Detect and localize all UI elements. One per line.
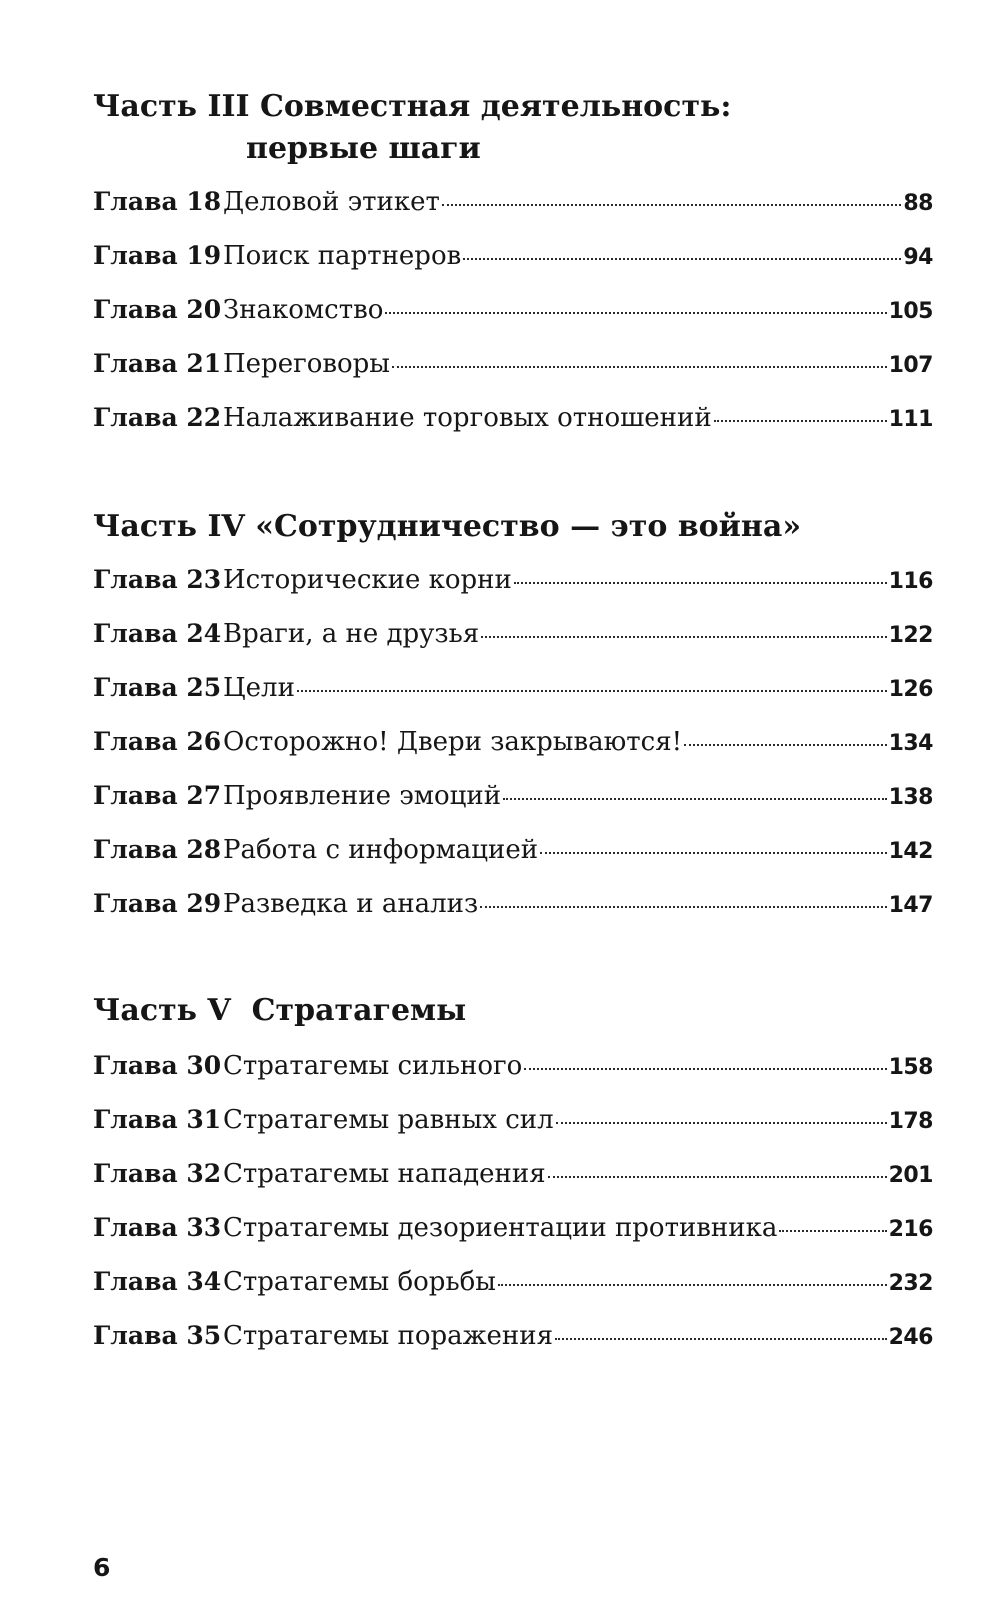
chapter-title: Исторические корни <box>223 565 512 595</box>
chapter-title: Стратагемы дезориентации противника <box>223 1213 778 1243</box>
chapter-number: Глава 23 <box>93 565 222 594</box>
page-ref: 126 <box>888 677 933 702</box>
toc-entry[interactable] <box>93 182 933 222</box>
toc-entry[interactable] <box>93 1316 933 1356</box>
page-ref: 107 <box>888 353 933 378</box>
toc-entry[interactable] <box>93 614 933 654</box>
chapter-number: Глава 25 <box>93 673 222 702</box>
dot-leader <box>714 420 887 422</box>
toc-entry[interactable] <box>93 668 933 708</box>
page-ref: 138 <box>888 785 933 810</box>
part-title: Совместная деятельность: <box>260 89 732 124</box>
toc-entry[interactable] <box>93 1262 933 1302</box>
chapter-title: Поиск партнеров <box>223 241 462 271</box>
toc-entry[interactable] <box>93 722 933 762</box>
dot-leader <box>540 852 886 854</box>
dot-leader <box>556 1122 887 1124</box>
page-ref: 178 <box>888 1109 933 1134</box>
dot-leader <box>524 1068 886 1070</box>
toc-entry[interactable] <box>93 560 933 600</box>
chapter-number: Глава 27 <box>93 781 222 810</box>
toc-entry[interactable] <box>93 1100 933 1140</box>
page-ref: 201 <box>888 1163 933 1188</box>
chapter-number: Глава 22 <box>93 403 222 432</box>
toc-entry[interactable] <box>93 1154 933 1194</box>
dot-leader <box>555 1338 887 1340</box>
dot-leader <box>392 366 887 368</box>
page-ref: 111 <box>888 407 933 432</box>
chapter-number: Глава 26 <box>93 727 222 756</box>
toc-entry[interactable] <box>93 776 933 816</box>
chapter-number: Глава 29 <box>93 889 222 918</box>
chapter-title: Налаживание торговых отношений <box>223 403 712 433</box>
page-ref: 158 <box>888 1055 933 1080</box>
part-title-line2: первые шаги <box>246 131 481 166</box>
part-label: Часть V <box>93 993 231 1028</box>
part-label: Часть IV <box>93 509 245 544</box>
dot-leader <box>514 582 887 584</box>
chapter-number: Глава 28 <box>93 835 222 864</box>
chapter-title: Стратагемы сильного <box>223 1051 523 1081</box>
chapter-number: Глава 20 <box>93 295 222 324</box>
chapter-number: Глава 24 <box>93 619 222 648</box>
chapter-number: Глава 33 <box>93 1213 222 1242</box>
toc-entry[interactable] <box>93 1208 933 1248</box>
page-ref: 88 <box>903 191 933 216</box>
dot-leader <box>503 798 887 800</box>
page-ref: 147 <box>888 893 933 918</box>
page-ref: 116 <box>888 569 933 594</box>
page-ref: 94 <box>903 245 933 270</box>
chapter-title: Переговоры <box>223 349 390 379</box>
page-ref: 134 <box>888 731 933 756</box>
dot-leader <box>385 312 886 314</box>
page-ref: 232 <box>888 1271 933 1296</box>
part-label: Часть III <box>93 89 250 124</box>
dot-leader <box>498 1284 887 1286</box>
chapter-title: Знакомство <box>223 295 384 325</box>
page-ref: 142 <box>888 839 933 864</box>
toc-entry[interactable] <box>93 344 933 384</box>
part-title: Стратагемы <box>251 993 467 1028</box>
toc-entry[interactable] <box>93 830 933 870</box>
part-title: «Сотрудничество — это война» <box>255 509 802 544</box>
chapter-title: Стратагемы нападения <box>223 1159 546 1189</box>
chapter-title: Враги, а не друзья <box>223 619 480 649</box>
toc-entry[interactable] <box>93 398 933 438</box>
chapter-number: Глава 21 <box>93 349 222 378</box>
part-heading <box>93 86 933 170</box>
dot-leader <box>480 906 886 908</box>
chapter-title: Стратагемы поражения <box>223 1321 553 1351</box>
chapter-title: Деловой этикет <box>223 187 440 217</box>
page-ref: 246 <box>888 1325 933 1350</box>
dot-leader <box>481 636 886 638</box>
page-ref: 122 <box>888 623 933 648</box>
chapter-title: Стратагемы равных сил <box>223 1105 554 1135</box>
page-ref: 105 <box>888 299 933 324</box>
chapter-number: Глава 19 <box>93 241 222 270</box>
chapter-number: Глава 31 <box>93 1105 222 1134</box>
chapter-number: Глава 30 <box>93 1051 222 1080</box>
page-number: 6 <box>93 1553 111 1582</box>
dot-leader <box>463 258 901 260</box>
toc-entry[interactable] <box>93 884 933 924</box>
chapter-title: Работа с информацией <box>223 835 539 865</box>
chapter-title: Осторожно! Двери закрываются! <box>223 727 683 757</box>
chapter-title: Стратагемы борьбы <box>223 1267 496 1297</box>
chapter-title: Проявление эмоций <box>223 781 502 811</box>
dot-leader <box>442 204 902 206</box>
page-ref: 216 <box>888 1217 933 1242</box>
toc-entry[interactable] <box>93 1046 933 1086</box>
part-heading <box>93 990 933 1032</box>
dot-leader <box>548 1176 887 1178</box>
part-heading <box>93 506 933 548</box>
chapter-title: Цели <box>223 673 295 703</box>
chapter-number: Глава 34 <box>93 1267 222 1296</box>
chapter-title: Разведка и анализ <box>223 889 479 919</box>
chapter-number: Глава 18 <box>93 187 222 216</box>
dot-leader <box>779 1230 886 1232</box>
chapter-number: Глава 35 <box>93 1321 222 1350</box>
toc-entry[interactable] <box>93 236 933 276</box>
toc-entry[interactable] <box>93 290 933 330</box>
dot-leader <box>297 690 887 692</box>
chapter-number: Глава 32 <box>93 1159 222 1188</box>
dot-leader <box>684 744 887 746</box>
